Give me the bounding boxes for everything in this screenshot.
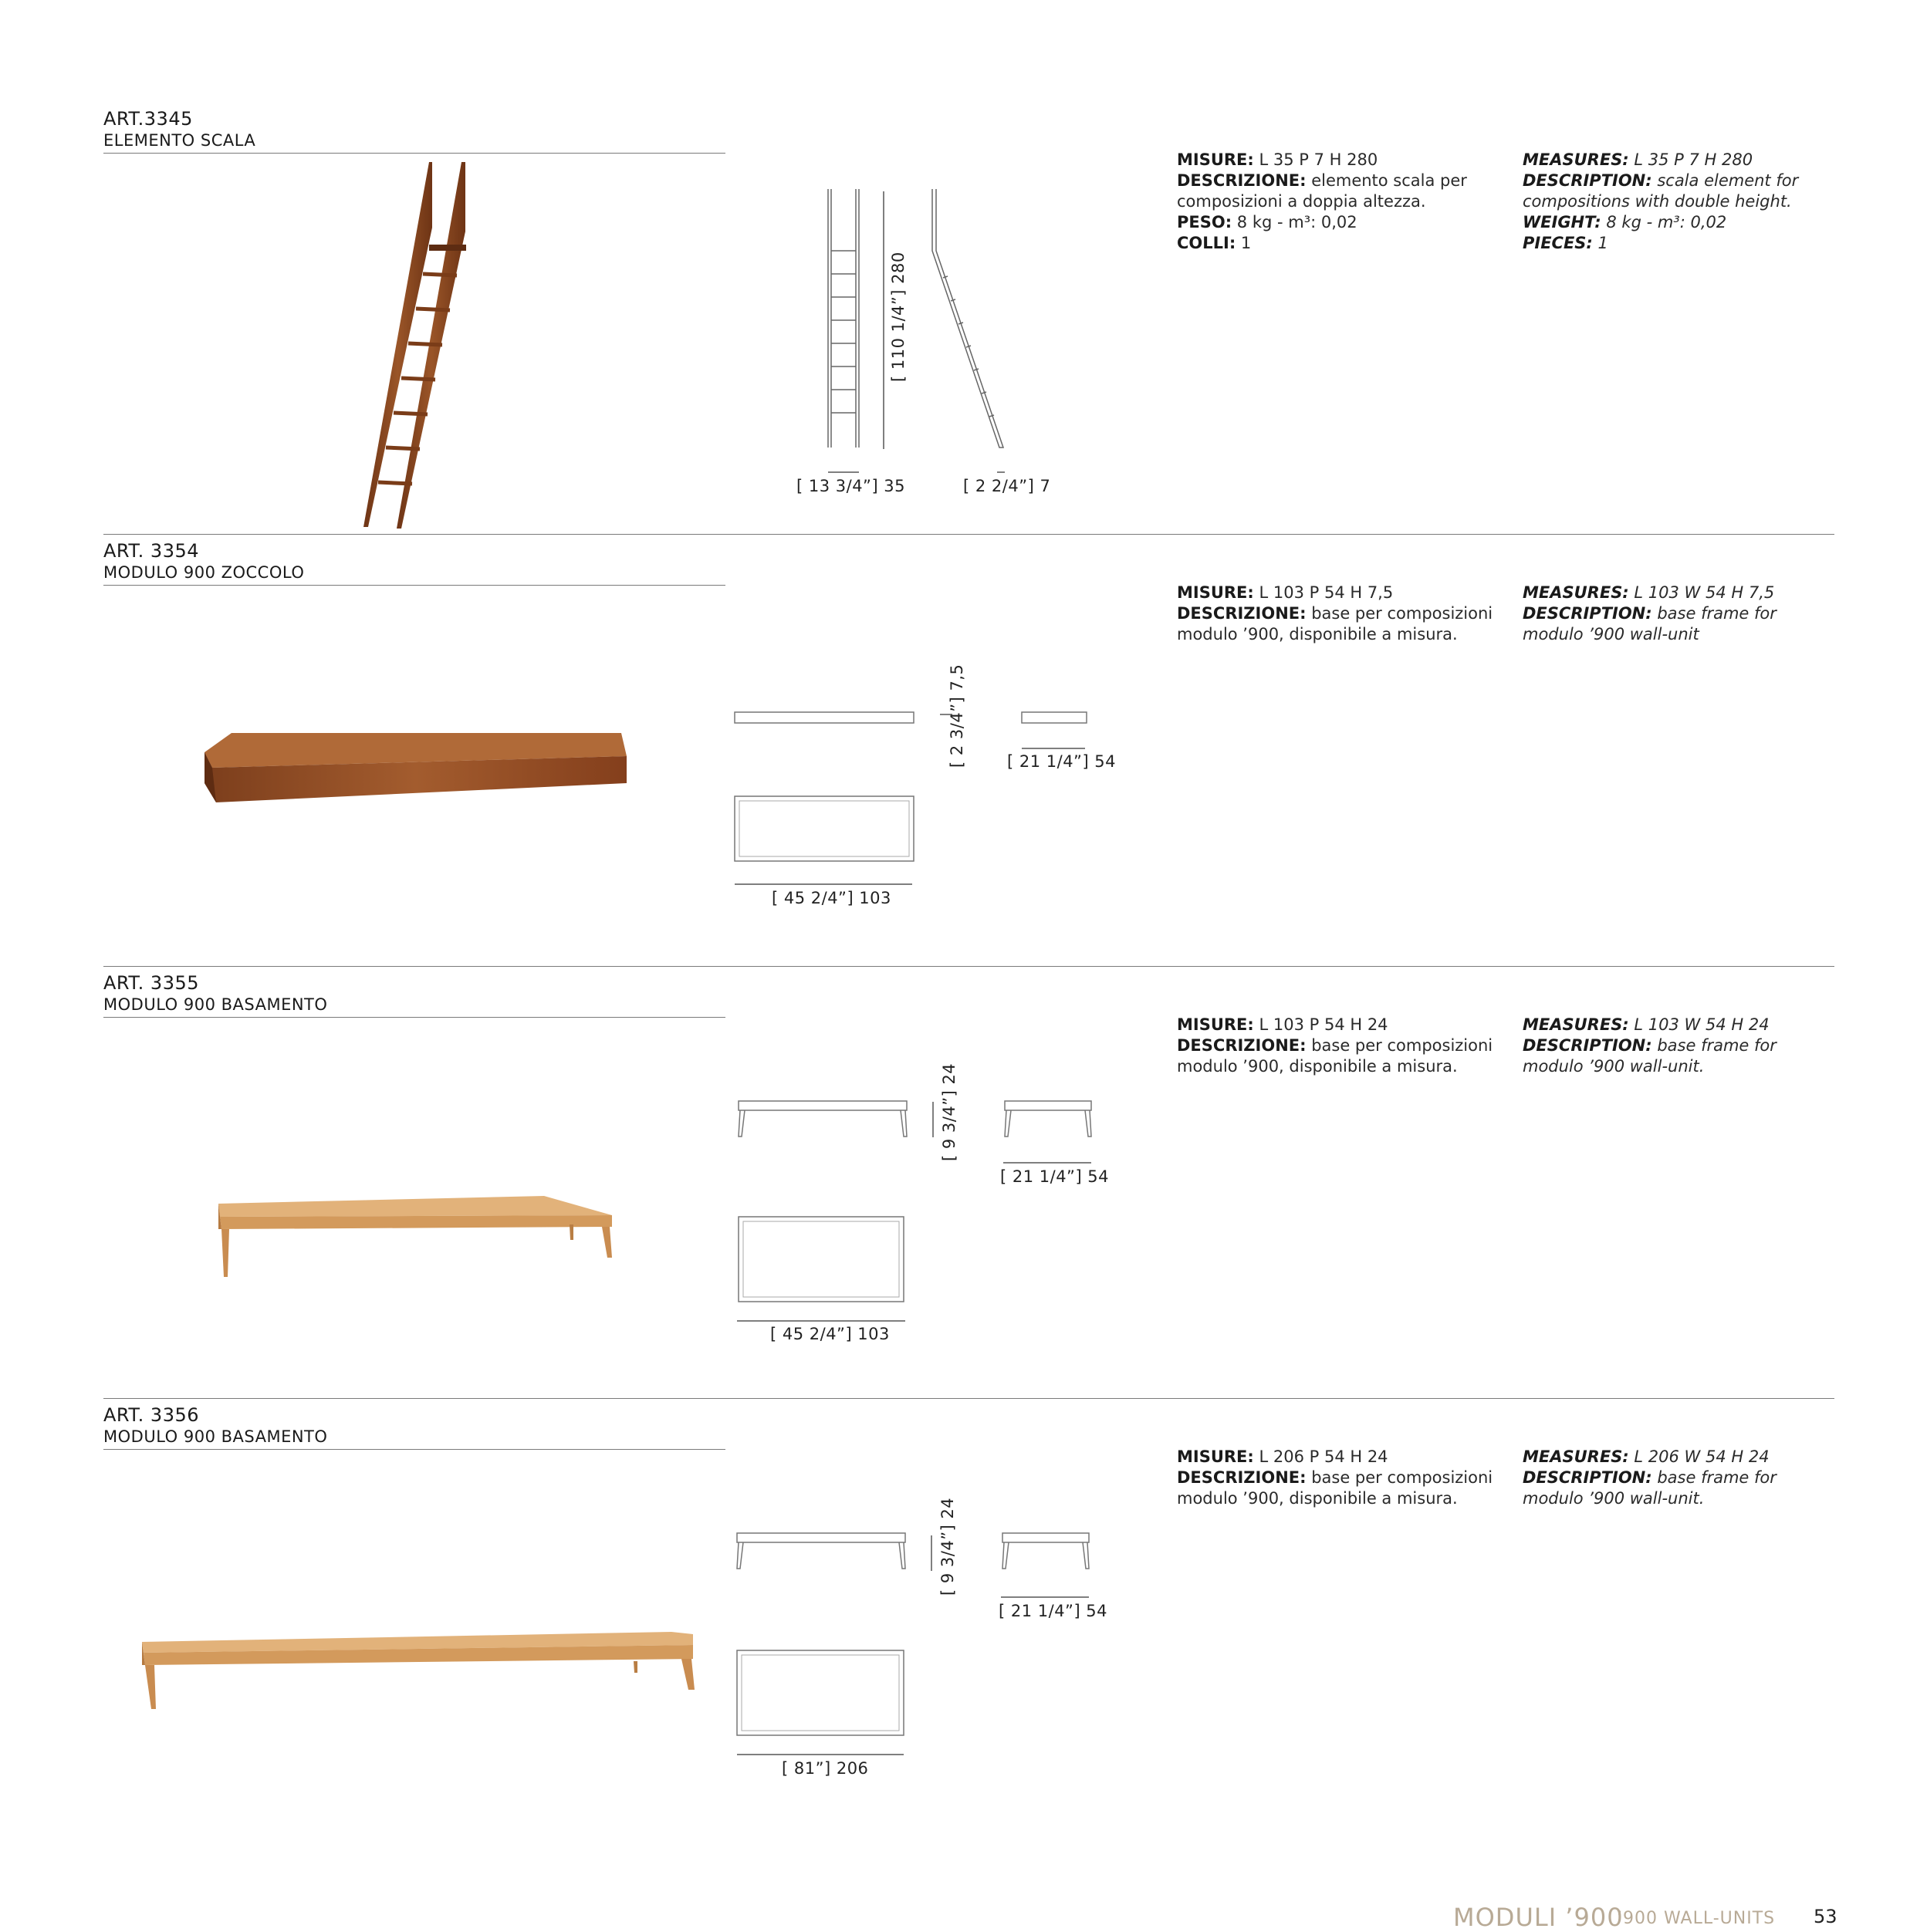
base-front-drawing bbox=[737, 1099, 911, 1140]
footer-title: MODULI ’900 bbox=[1453, 1903, 1624, 1932]
title-rule bbox=[103, 1449, 725, 1450]
title-rule bbox=[103, 153, 725, 154]
ladder-front-drawing bbox=[822, 189, 868, 451]
article-code: ART.3345 bbox=[103, 108, 193, 130]
info-english: MEASURES: L 103 W 54 H 24 DESCRIPTION: base frame for modulo ’900 wall-unit. bbox=[1523, 1015, 1777, 1076]
width-dimension-line bbox=[737, 1319, 907, 1322]
section-divider bbox=[103, 534, 1834, 535]
info-english: MEASURES: L 206 W 54 H 24 DESCRIPTION: base frame for modulo ’900 wall-unit. bbox=[1523, 1447, 1777, 1508]
depth-dimension-line bbox=[1022, 747, 1087, 750]
dimension-depth: [ 21 1/4”] 54 bbox=[1007, 752, 1117, 771]
plinth-top-drawing bbox=[733, 795, 918, 864]
article-name: ELEMENTO SCALA bbox=[103, 131, 256, 150]
article-code: ART. 3355 bbox=[103, 972, 199, 994]
dimension-height: [ 9 3/4”] 24 bbox=[940, 1062, 958, 1161]
info-english: MEASURES: L 103 W 54 H 7,5 DESCRIPTION: base frame for modulo ’900 wall-unit bbox=[1523, 583, 1777, 643]
title-rule bbox=[103, 1017, 725, 1018]
dimension-depth: [ 21 1/4”] 54 bbox=[999, 1602, 1108, 1620]
depth-dimension-line bbox=[1003, 1161, 1093, 1164]
dimension-depth: [ 21 1/4”] 54 bbox=[1000, 1167, 1110, 1186]
article-name: MODULO 900 BASAMENTO bbox=[103, 995, 328, 1014]
width-dimension-line bbox=[735, 883, 915, 886]
dimension-width: [ 45 2/4”] 103 bbox=[770, 1325, 890, 1343]
dimension-depth: [ 2 2/4”] 7 bbox=[963, 477, 1051, 495]
article-name: MODULO 900 ZOCCOLO bbox=[103, 563, 305, 582]
section-divider bbox=[103, 1398, 1834, 1399]
dimension-width: [ 81”] 206 bbox=[782, 1759, 869, 1778]
width-dimension-line bbox=[828, 471, 860, 474]
height-dimension-line bbox=[882, 191, 885, 449]
info-english: MEASURES: L 35 P 7 H 280 DESCRIPTION: scala element for compositions with double height. WEIGHT: 8 kg - m³: 0,02 PIECES: 1 bbox=[1523, 150, 1799, 252]
info-italian: MISURE: L 35 P 7 H 280 DESCRIZIONE: elemento scala per composizioni a doppia altezza. PESO: 8 kg - m³: 0,02 COLLI: 1 bbox=[1177, 150, 1467, 252]
plinth-front-drawing bbox=[733, 710, 918, 725]
base-long-side-drawing bbox=[1001, 1532, 1094, 1572]
ladder-photo bbox=[355, 158, 478, 532]
page-number: 53 bbox=[1814, 1906, 1837, 1927]
base-long-front-drawing bbox=[735, 1532, 909, 1572]
plinth-side-drawing bbox=[1020, 710, 1090, 725]
base-long-photo bbox=[139, 1628, 698, 1713]
info-italian: MISURE: L 103 P 54 H 7,5 DESCRIZIONE: base per composizioni modulo ’900, disponibile a misura. bbox=[1177, 583, 1493, 643]
title-rule bbox=[103, 585, 725, 586]
article-code: ART. 3354 bbox=[103, 540, 199, 562]
dimension-width: [ 13 3/4”] 35 bbox=[796, 477, 906, 495]
dimension-width: [ 45 2/4”] 103 bbox=[772, 889, 891, 907]
article-name: MODULO 900 BASAMENTO bbox=[103, 1427, 328, 1446]
depth-dimension-line bbox=[1001, 1596, 1090, 1599]
dimension-height: [ 110 1/4”] 280 bbox=[889, 252, 908, 382]
depth-dimension-line bbox=[997, 471, 1006, 474]
footer-subtitle: ’900 WALL-UNITS bbox=[1617, 1909, 1776, 1928]
dimension-height: [ 9 3/4”] 24 bbox=[938, 1497, 957, 1596]
height-dimension-line bbox=[931, 1102, 935, 1139]
height-dimension-line bbox=[930, 1535, 933, 1572]
info-italian: MISURE: L 103 P 54 H 24 DESCRIZIONE: base per composizioni modulo ’900, disponibile a misura. bbox=[1177, 1015, 1493, 1076]
plinth-photo bbox=[201, 729, 633, 806]
base-photo bbox=[212, 1192, 617, 1281]
base-side-drawing bbox=[1003, 1099, 1096, 1140]
dimension-height: [ 2 3/4”] 7,5 bbox=[948, 664, 966, 768]
section-divider bbox=[103, 966, 1834, 967]
width-dimension-line bbox=[737, 1753, 907, 1756]
base-long-top-drawing bbox=[735, 1649, 907, 1738]
base-top-drawing bbox=[737, 1215, 907, 1304]
ladder-side-drawing bbox=[926, 189, 1011, 451]
info-italian: MISURE: L 206 P 54 H 24 DESCRIZIONE: base per composizioni modulo ’900, disponibile a misura. bbox=[1177, 1447, 1493, 1508]
article-code: ART. 3356 bbox=[103, 1404, 199, 1426]
